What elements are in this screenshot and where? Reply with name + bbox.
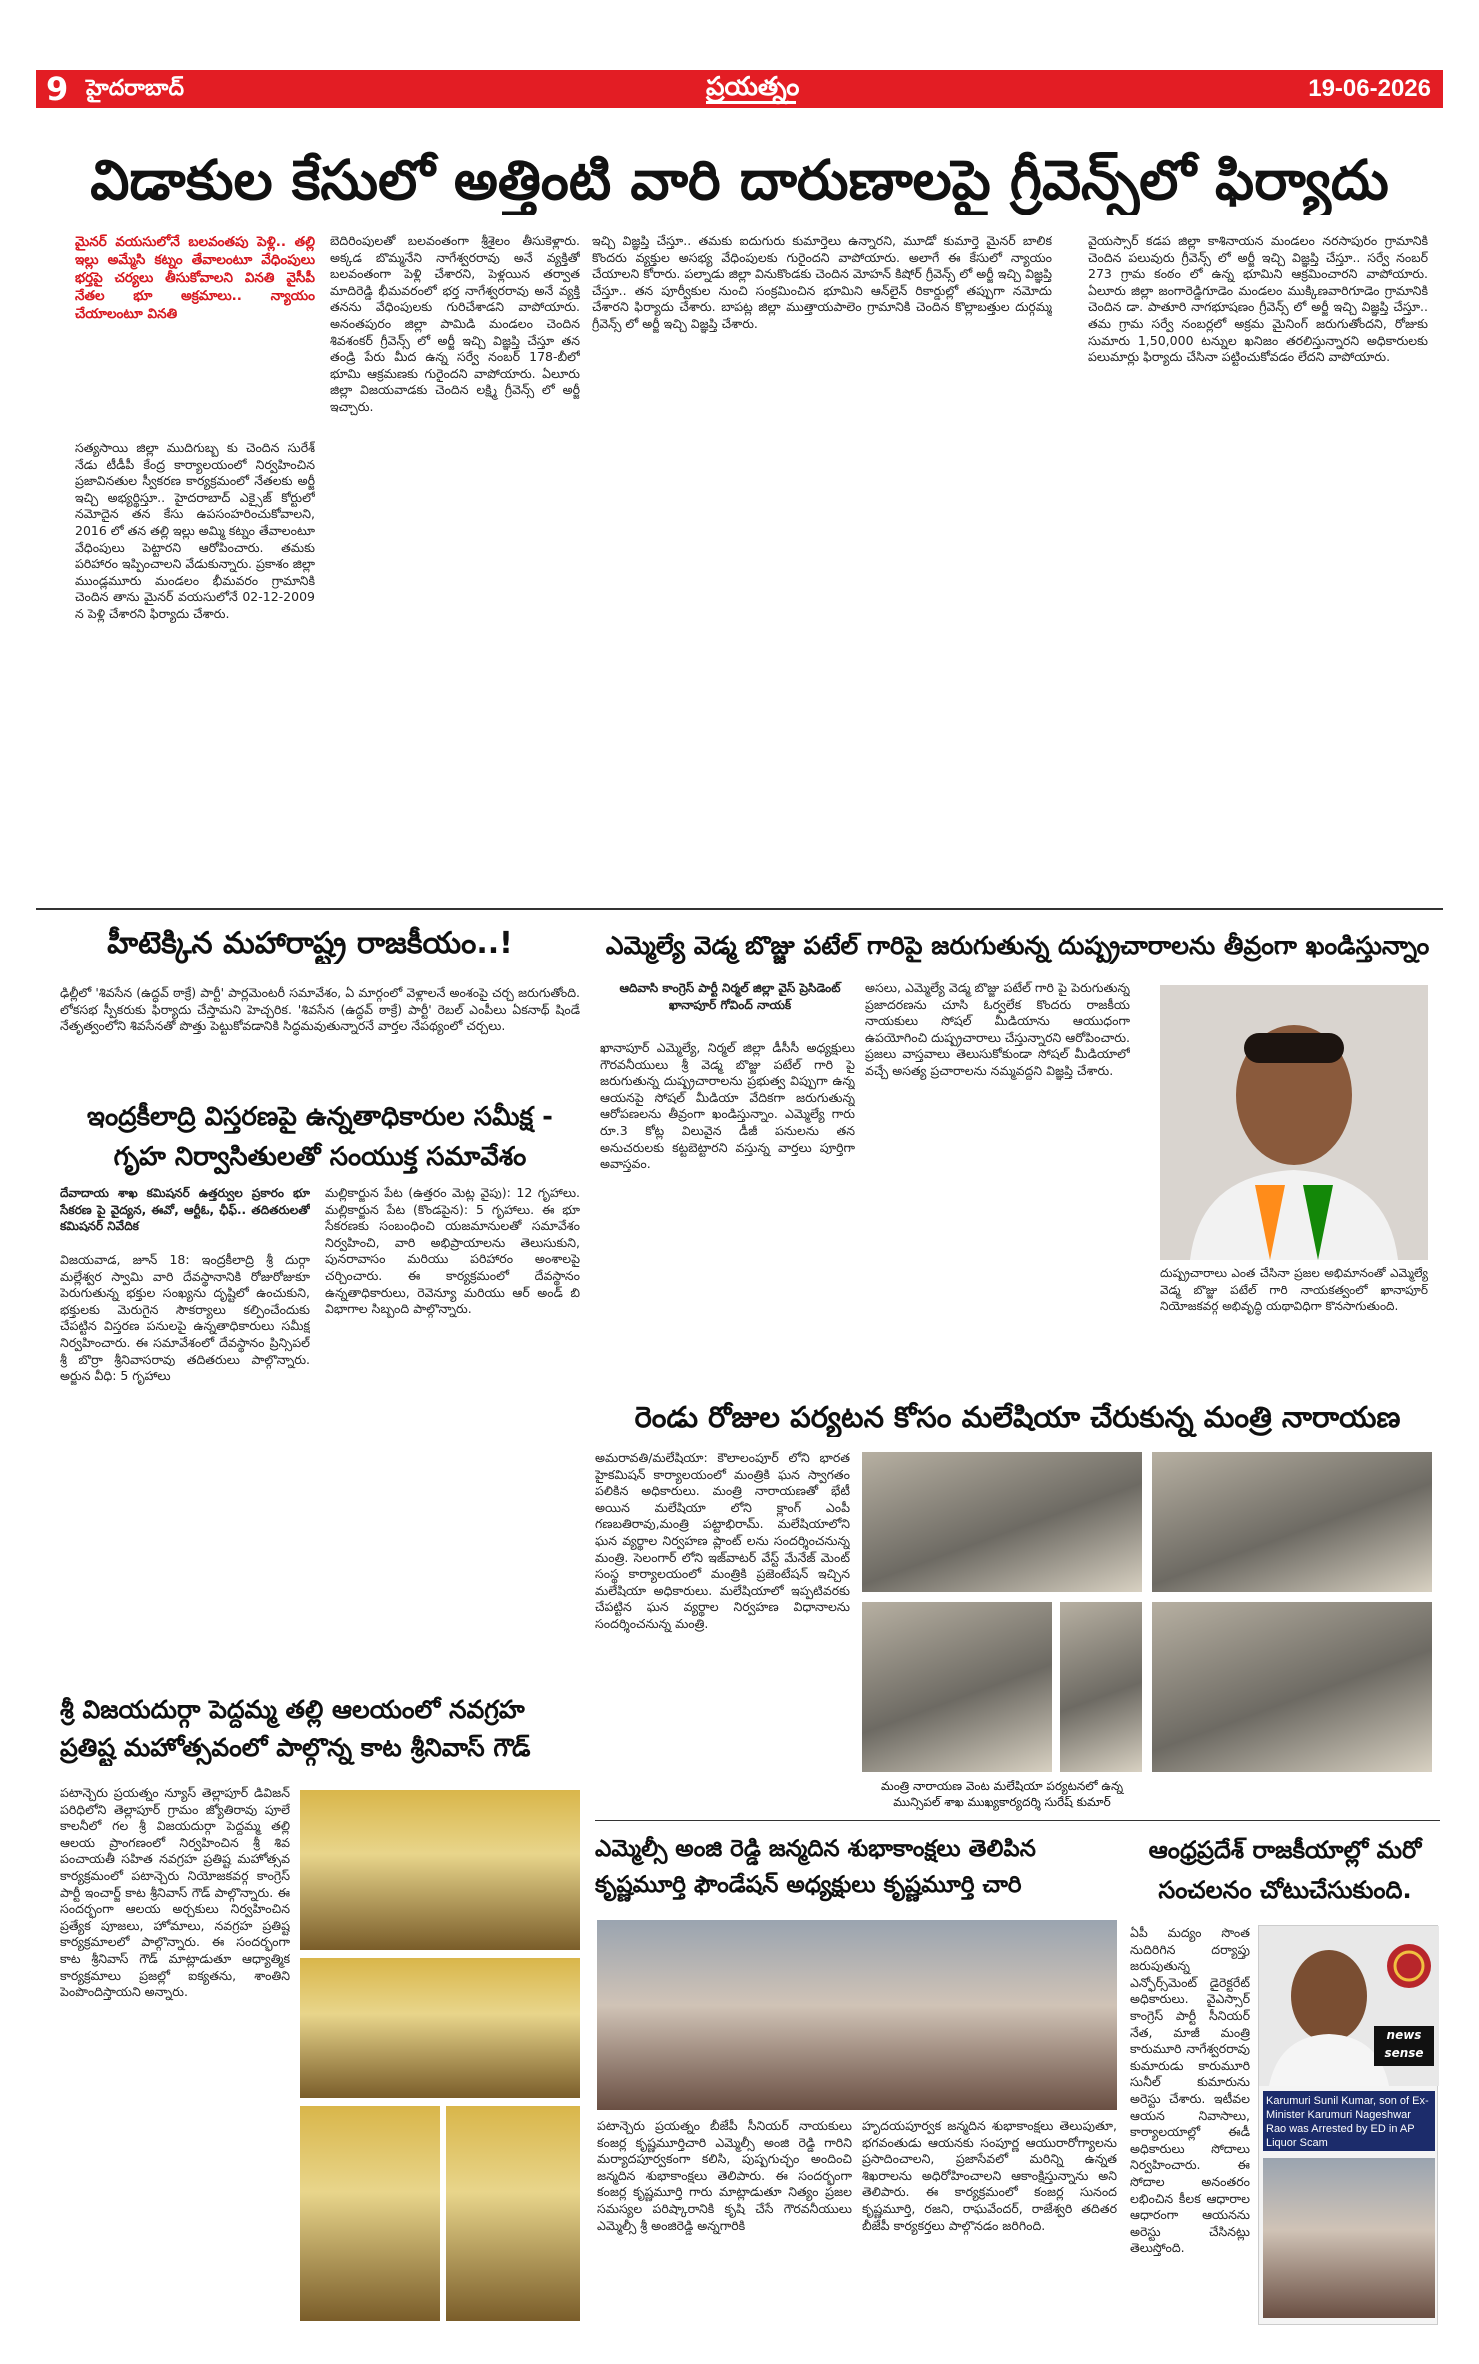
malaysia-photo-5 (1152, 1602, 1432, 1772)
mlc-group-photo (597, 1920, 1117, 2110)
indrakeeladri-headline-line2: గృహ నిర్వాసితులతో సంయుక్త సమావేశం (113, 1142, 527, 1172)
issue-date: 19-06-2026 (1308, 75, 1431, 102)
page-number: 9 (46, 70, 69, 108)
temple-body: పటాన్చెరు ప్రయత్నం న్యూస్ తెల్లాపూర్ డివిజన్ పరిధిలోని తెల్లాపూర్ గ్రామం జ్యోతిరావు పూలే కాలనీలో గల శ్రీ విజయదుర్గా పెద్దమ్మ తల్లి ఆలయ ప్రాంగణంలో నిర్వహించిన శ్రీ శివ పంచాయతీ సహిత నవగ్రహ ప్రతిష్ట మహోత్సవ కార్యక్రమంలో పటాన్చెరు నియోజకవర్గ కాంగ్రెస్ పార్టీ ఇంచార్జ్ కాట శ్రీనివాస్ గౌడ్ పాల్గొన్నారు. ఈ సందర్భంగా ఆలయ అర్చకులు నిర్వహించిన ప్రత్యేక పూజలు, హోమాలు, నవగ్రహ ప్రతిష్ట కార్యక్రమాలలో పాల్గొన్నారు. ఈ సందర్భంగా కాట శ్రీనివాస్ గౌడ్ మాట్లాడుతూ ఆధ్యాత్మిక కార్యక్రమాలు ప్రజల్లో ఐక్యతను, శాంతిని పెంపొందిస్తాయని అన్నారు. (60, 1785, 290, 2000)
mla-column-1: ఖానాపూర్ ఎమ్మెల్యే, నిర్మల్ జిల్లా డీసీసీ అధ్యక్షులు గౌరవనీయులు శ్రీ వెడ్మ బొజ్జు పటేల్ గారి పై జరుగుతున్న దుష్ప్రచారాలను ప్రభుత్వ విప్పుగా ఉన్న ఆయనపై సోషల్ మీడియా వేదికగా జరుగుతున్న ఆరోపణలను తీవ్రంగా ఖండిస్తున్నాం. ఎమ్మెల్యే గారు రూ.3 కోట్ల విలువైన డీజీ పనులను తన అనుచరులకు కట్టబెట్టారని వస్తున్న వార్తలు పూర్తిగా అవాస్తవం. (600, 1040, 855, 1172)
indrakeeladri-byline: దేవాదాయ శాఖ కమిషనర్ ఉత్తర్వుల ప్రకారం భూ సేకరణ పై వైద్యన, ఈవో, ఆర్టీఓ, ఛీఫ్.. తదితరులతో కమిషనర్ నివేదిక (60, 1186, 310, 1234)
temple-photo-4 (446, 2106, 580, 2321)
ap-headline-line1: ఆంధ్రప్రదేశ్ రాజకీయాల్లో మరో (1148, 1836, 1422, 1864)
badge-line-2: sense (1384, 2046, 1424, 2060)
city-name: హైదరాబాద్ (86, 76, 184, 101)
lead-headline: విడాకుల కేసులో అత్తింటి వారి దారుణాలపై గ్రీవెన్స్‌లో ఫిర్యాదు (90, 148, 1389, 212)
newspaper-logo: ప్రయత్నం (706, 72, 800, 102)
mla-byline: ఆదివాసి కాంగ్రెస్ పార్టీ నిర్మల్ జిల్లా వైస్ ప్రెసిడెంట్ ఖానాపూర్ గోవింద్ నాయక్ (619, 981, 841, 1012)
ap-headline-line2: సంచలనం చోటుచేసుకుంది. (1158, 1876, 1412, 1904)
lead-column-2: బెదిరింపులతో బలవంతంగా శ్రీశైలం తీసుకెళ్లారు. అక్కడ బొమ్మనేని నాగేశ్వరరావు అనే వ్యక్తితో బలవంతంగా పెళ్లి చేశారని, పెళ్లయిన తర్వాత మాదిరెడ్డి భీమవరంలో భర్త నాగేశ్వరరావు అనే వ్యక్తి తనను వేధింపులకు గురిచేశాడని వాపోయారు. అనంతపురం జిల్లా పామిడి మండలం చెందిన శివశంకర్ గ్రీవెన్స్ లో అర్జీ ఇచ్చి విజ్ఞప్తి చేస్తూ తన తండ్రి పేరు మీద ఉన్న సర్వే నంబర్ 178-బీలో భూమి ఆక్రమణకు గురైందని వాపోయారు. ఏలూరు జిల్లా విజయవాడకు చెందిన లక్ష్మి గ్రీవెన్స్ లో అర్జీ ఇచ్చారు. (330, 233, 580, 414)
indrakeeladri-headline-line1: ఇంద్రకీలాద్రి విస్తరణపై ఉన్నతాధికారుల సమీక్ష - (87, 1102, 553, 1132)
section-divider (36, 908, 1443, 910)
lead-column-3: ఇచ్చి విజ్ఞప్తి చేస్తూ.. తమకు ఐదుగురు కుమార్తెలు ఉన్నారని, మూడో కుమార్తె మైనర్ బాలిక కొందరు వ్యక్తుల అసభ్య వేధింపులకు గురైందని వాపోయారు. అలాగే ఈ కేసులో న్యాయం చేయాలని కోరారు. పల్నాడు జిల్లా వినుకొండకు చెందిన మోహన్ కిషోర్ గ్రీవెన్స్ లో అర్జీ ఇచ్చి విజ్ఞప్తి చేస్తూ.. తన పూర్వీకుల నుంచి సంక్రమించిన భూమిని ఆన్‌లైన్ రికార్డుల్లో తప్పుగా నమోదు చేశారని ఫిర్యాదు చేశారు. బాపట్ల జిల్లా ముత్తాయపాలెం గ్రామానికి చెందిన కొల్లాబత్తుల దుర్గమ్మ గ్రీవెన్స్ లో అర్జీ ఇచ్చి విజ్ఞప్తి చేశారు. (592, 233, 1052, 331)
ap-group-photo (1263, 2158, 1435, 2318)
malaysia-photo-1 (862, 1452, 1142, 1592)
malaysia-photo-4 (1060, 1602, 1142, 1772)
mla-headline: ఎమ్మెల్యే వెడ్మ బొజ్జు పటేల్ గారిపై జరుగుతున్న దుష్ప్రచారాలను తీవ్రంగా ఖండిస్తున్నాం (605, 931, 1430, 960)
maharashtra-body: ఢిల్లీలో 'శివసేన (ఉద్ధవ్ ఠాక్రే) పార్టీ' పార్లమెంటరీ సమావేశం, ఏ మార్గంలో వెళ్లాలనే అంశంపై చర్చ జరుగుతోంది. లోకసభ స్పీకరుకు ఫిర్యాదు చేస్తామని హెచ్చరిక. 'శివసేన (ఉద్ధవ్ ఠాక్రే) పార్టీ' రెబల్ ఎంపీలు ఏకనాథ్ షిండే నేతృత్వంలోని శివసేనతో పొత్తు పెట్టుకోవడానికి సిద్ధమవుతున్నారనే వార్తల నేపథ్యంలో చర్చలు. (60, 985, 580, 1034)
mlc-headline-line2: కృష్ణమూర్తి ఫౌండేషన్ అధ్యక్షులు కృష్ణమూర్తి చారి (595, 1872, 1022, 1898)
ap-body: ఏపీ మద్యం సొంత నుదిరిగిన దర్యాప్తు జరుపుతున్న ఎన్ఫోర్స్‌మెంట్ డైరెక్టరేట్ అధికారులు. వైఎస్సార్ కాంగ్రెస్ పార్టీ సీనియర్ నేత, మాజీ మంత్రి కారుమూరి నాగేశ్వరరావు కుమారుడు కారుమూరి సునీల్ కుమారును అరెస్టు చేశారు. ఇటీవల ఆయన నివాసాలు, కార్యాలయాల్లో ఈడీ అధికారులు సోదాలు నిర్వహించారు. ఈ సోదాల అనంతరం లభించిన కీలక ఆధారాల ఆధారంగా ఆయనను అరెస్టు చేసినట్లు తెలుస్తోంది. (1130, 1925, 1250, 2256)
mlc-headline-line1: ఎమ్మెల్సీ అంజి రెడ్డి జన్మదిన శుభాకాంక్షలు తెలిపిన (595, 1836, 1036, 1862)
temple-photo-3 (300, 2106, 440, 2321)
temple-headline-line2: ప్రతిష్ట మహోత్సవంలో పాల్గొన్న కాట శ్రీనివాస్ గౌడ్ (60, 1733, 531, 1762)
malaysia-caption: మంత్రి నారాయణ వెంట మలేషియా పర్యటనలో ఉన్న మున్సిపల్ శాఖ ముఖ్యకార్యదర్శి సురేష్ కుమార్ (881, 1779, 1123, 1809)
indrakeeladri-column-1: విజయవాడ, జూన్ 18: ఇంద్రకీలాద్రి శ్రీ దుర్గా మల్లేశ్వర స్వామి వారి దేవస్థానానికి రోజురోజుకూ పెరుగుతున్న భక్తుల సంఖ్యను దృష్టిలో ఉంచుకుని, భక్తులకు మెరుగైన సౌకర్యాలు కల్పించేందుకు చేపట్టిన విస్తరణ పనులపై ఉన్నతాధికారులు సమీక్ష నిర్వహించారు. ఈ సమావేశంలో దేవస్థానం ప్రిన్సిపల్ శ్రీ బొర్రా శ్రీనివాసరావు తదితరులు పాల్గొన్నారు. అర్జున వీధి: 5 గృహాలు (60, 1252, 310, 1384)
temple-headline-line1: శ్రీ విజయదుర్గా పెద్దమ్మ తల్లి ఆలయంలో నవగ్రహ (60, 1695, 525, 1724)
news-sense-badge (1374, 2026, 1434, 2066)
malaysia-body: అమరావతి/మలేషియా: కౌలాలంపూర్ లోని భారత హైకమిషన్ కార్యాలయంలో మంత్రికి ఘన స్వాగతం పలికిన అధికారులు. మంత్రి నారాయణతో భేటీ అయిన మలేషియా లోని క్లాంగ్ ఎంపీ గణబతిరావు,మంత్రి పట్టాభిరామ్. మలేషియాలోని ఘన వ్యర్థాల నిర్వహణ ప్లాంట్ లను సందర్శించనున్న మంత్రి. సెలంగార్ లోని ఇజ్‌వాటర్ వేస్ట్ మేనేజ్ మెంట్ సంస్థ కార్యాలయంలో మంత్రికి ప్రజెంటేషన్ ఇచ్చిన మలేషియా అధికారులు. మలేషియాలో ఇప్పటివరకు చేపట్టిన ఘన వ్యర్థాల నిర్వహణ విధానాలను సందర్శించనున్న మంత్రి. (595, 1450, 850, 1631)
maharashtra-headline: హీటెక్కిన మహారాష్ట్ర రాజకీయం..! (107, 926, 513, 961)
lead-summary: మైనర్ వయసులోనే బలవంతపు పెళ్లి.. తల్లి ఇల్లు అమ్మేసి కట్నం తేవాలంటూ వేధింపులు భర్తపై చర్యలు తీసుకోవాలని వినతి వైసీపీ నేతల భూ అక్రమాలు.. న్యాయం చేయాలంటూ వినతి (75, 234, 315, 322)
badge-line-1: news (1386, 2028, 1422, 2042)
indrakeeladri-column-2: మల్లికార్జున పేట (ఉత్తరం మెట్ల వైపు): 12 గృహాలు. మల్లికార్జున పేట (కొండపైన): 5 గృహాలు. ఈ భూ సేకరణకు సంబంధించి యజమానులతో సమావేశం నిర్వహించి, వారి అభిప్రాయాలను తెలుసుకుని, పునరావాసం మరియు పరిహారం అంశాలపై చర్చించారు. ఈ కార్యక్రమంలో దేవస్థానం ఉన్నతాధికారులు, రెవెన్యూ మరియు ఆర్ అండ్ బి విభాగాల సిబ్బంది పాల్గొన్నారు. (325, 1185, 580, 1317)
malaysia-photo-2 (1152, 1452, 1432, 1592)
mla-column-2: అసలు, ఎమ్మెల్యే వెడ్మ బొజ్జు పటేల్ గారి పై పెరుగుతున్న ప్రజాదరణను చూసి ఓర్వలేక కొందరు రాజకీయ నాయకులు సోషల్ మీడియాను ఆయుధంగా ఉపయోగించి దుష్ప్రచారాలు చేస్తున్నారని ఆరోపించారు. ప్రజలు వాస్తవాలు తెలుసుకోకుండా సోషల్ మీడియాలో వచ్చే అసత్య ప్రచారాలను నమ్మవద్దని విజ్ఞప్తి చేశారు. (865, 980, 1130, 1078)
temple-photo-2 (300, 1958, 580, 2098)
mlc-column-2: హృదయపూర్వక జన్మదిన శుభాకాంక్షలు తెలుపుతూ, భగవంతుడు ఆయనకు సంపూర్ణ ఆయురారోగ్యాలను ప్రసాదించాలని, ప్రజాసేవలో మరిన్ని ఉన్నత శిఖరాలను అధిరోహించాలని ఆకాంక్షిస్తున్నాను అని తెలిపారు. ఈ కార్యక్రమంలో కంజర్ల సునంద కృష్ణమూర్తి, రజని, రాఘవేందర్, రాజేశ్వరి తదితర బీజేపీ కార్యకర్తలు పాల్గొనడం జరిగింది. (862, 2118, 1117, 2233)
ap-photo-panel (1258, 1925, 1438, 2325)
malaysia-photo-3 (862, 1602, 1052, 1772)
mlc-column-1: పటాన్చెరు ప్రయత్నం బీజేపీ సీనియర్ నాయకులు కంజర్ల కృష్ణమూర్తిచారి ఎమ్మెల్సీ అంజి రెడ్డి గారిని మర్యాదపూర్వకంగా కలిసి, పుష్పగుచ్ఛం అందించి జన్మదిన శుభాకాంక్షలు తెలిపారు. ఈ సందర్భంగా కంజర్ల కృష్ణమూర్తి గారు మాట్లాడుతూ నిత్యం ప్రజల సమస్యల పరిష్కారానికి కృషి చేసే గౌరవనీయులు ఎమ్మెల్సీ శ్రీ అంజిరెడ్డి అన్నగారికి (597, 2118, 852, 2233)
section-divider (595, 1820, 1440, 1821)
ap-photo-caption: Karumuri Sunil Kumar, son of Ex-Minister Karumuri Nageshwar Rao was Arrested by ED in AP Liquor Scam (1263, 2091, 1435, 2151)
malaysia-headline: రెండు రోజుల పర్యటన కోసం మలేషియా చేరుకున్న మంత్రి నారాయణ (634, 1400, 1401, 1434)
mla-photo-caption: దుష్ప్రచారాలు ఎంత చేసినా ప్రజల అభిమానంతో ఎమ్మెల్యే వెడ్మ బొజ్జు పటేల్ గారి నాయకత్వంలో ఖానాపూర్ నియోజకవర్గ అభివృద్ధి యథావిధిగా కొనసాగుతుంది. (1160, 1266, 1428, 1314)
temple-photo-1 (300, 1790, 580, 1950)
masthead-bar (36, 70, 1443, 108)
lead-column-4: వైయస్సార్ కడప జిల్లా కాశినాయన మండలం నరసాపురం గ్రామానికి చెందిన పలువురు గ్రీవెన్స్ లో అర్జీ ఇచ్చి విజ్ఞప్తి చేస్తూ.. సర్వే నంబర్ 273 గ్రామ కంఠం లో ఉన్న భూమిని ఆక్రమించారని వాపోయారు. ఏలూరు జిల్లా జంగారెడ్డిగూడెం మండలం ముక్కిణవారిగూడెం గ్రామానికి చెందిన డా. పాతూరి నాగభూషణం గ్రీవెన్స్ లో అర్జీ ఇచ్చి విజ్ఞప్తి చేస్తూ.. తమ గ్రామ సర్వే నంబర్లలో అక్రమ మైనింగ్ జరుగుతోందని, రోజుకు సుమారు 1,50,000 టన్నుల ఖనిజం తరలిస్తున్నారని అధికారులకు పలుమార్లు ఫిర్యాదు చేసినా పట్టించుకోవడం లేదని వాపోయారు. (1088, 233, 1428, 365)
mla-portrait-photo (1160, 985, 1428, 1260)
lead-column-1: సత్యసాయి జిల్లా ముదిగుబ్బ కు చెందిన సురేశ్ నేడు టీడీపీ కేంద్ర కార్యాలయంలో నిర్వహించిన ప్రజావినతుల స్వీకరణ కార్యక్రమంలో నేతలకు అర్జీ ఇచ్చి అభ్యర్థిస్తూ.. హైదరాబాద్ ఎక్సైజ్ కోర్టులో నమోదైన తన కేసు ఉపసంహరించుకోవాలని, 2016 లో తన తల్లి ఇల్లు అమ్మి కట్నం తేవాలంటూ వేధింపులు పెట్టారని ఆరోపించారు. తమకు పరిహారం ఇప్పించాలని వేడుకున్నారు. ప్రకాశం జిల్లా ముండ్లమూరు మండలం భీమవరం గ్రామానికి చెందిన తాను మైనర్ వయసులోనే 02-12-2009 న పెళ్లి చేశారని ఫిర్యాదు చేశారు. (75, 440, 315, 621)
